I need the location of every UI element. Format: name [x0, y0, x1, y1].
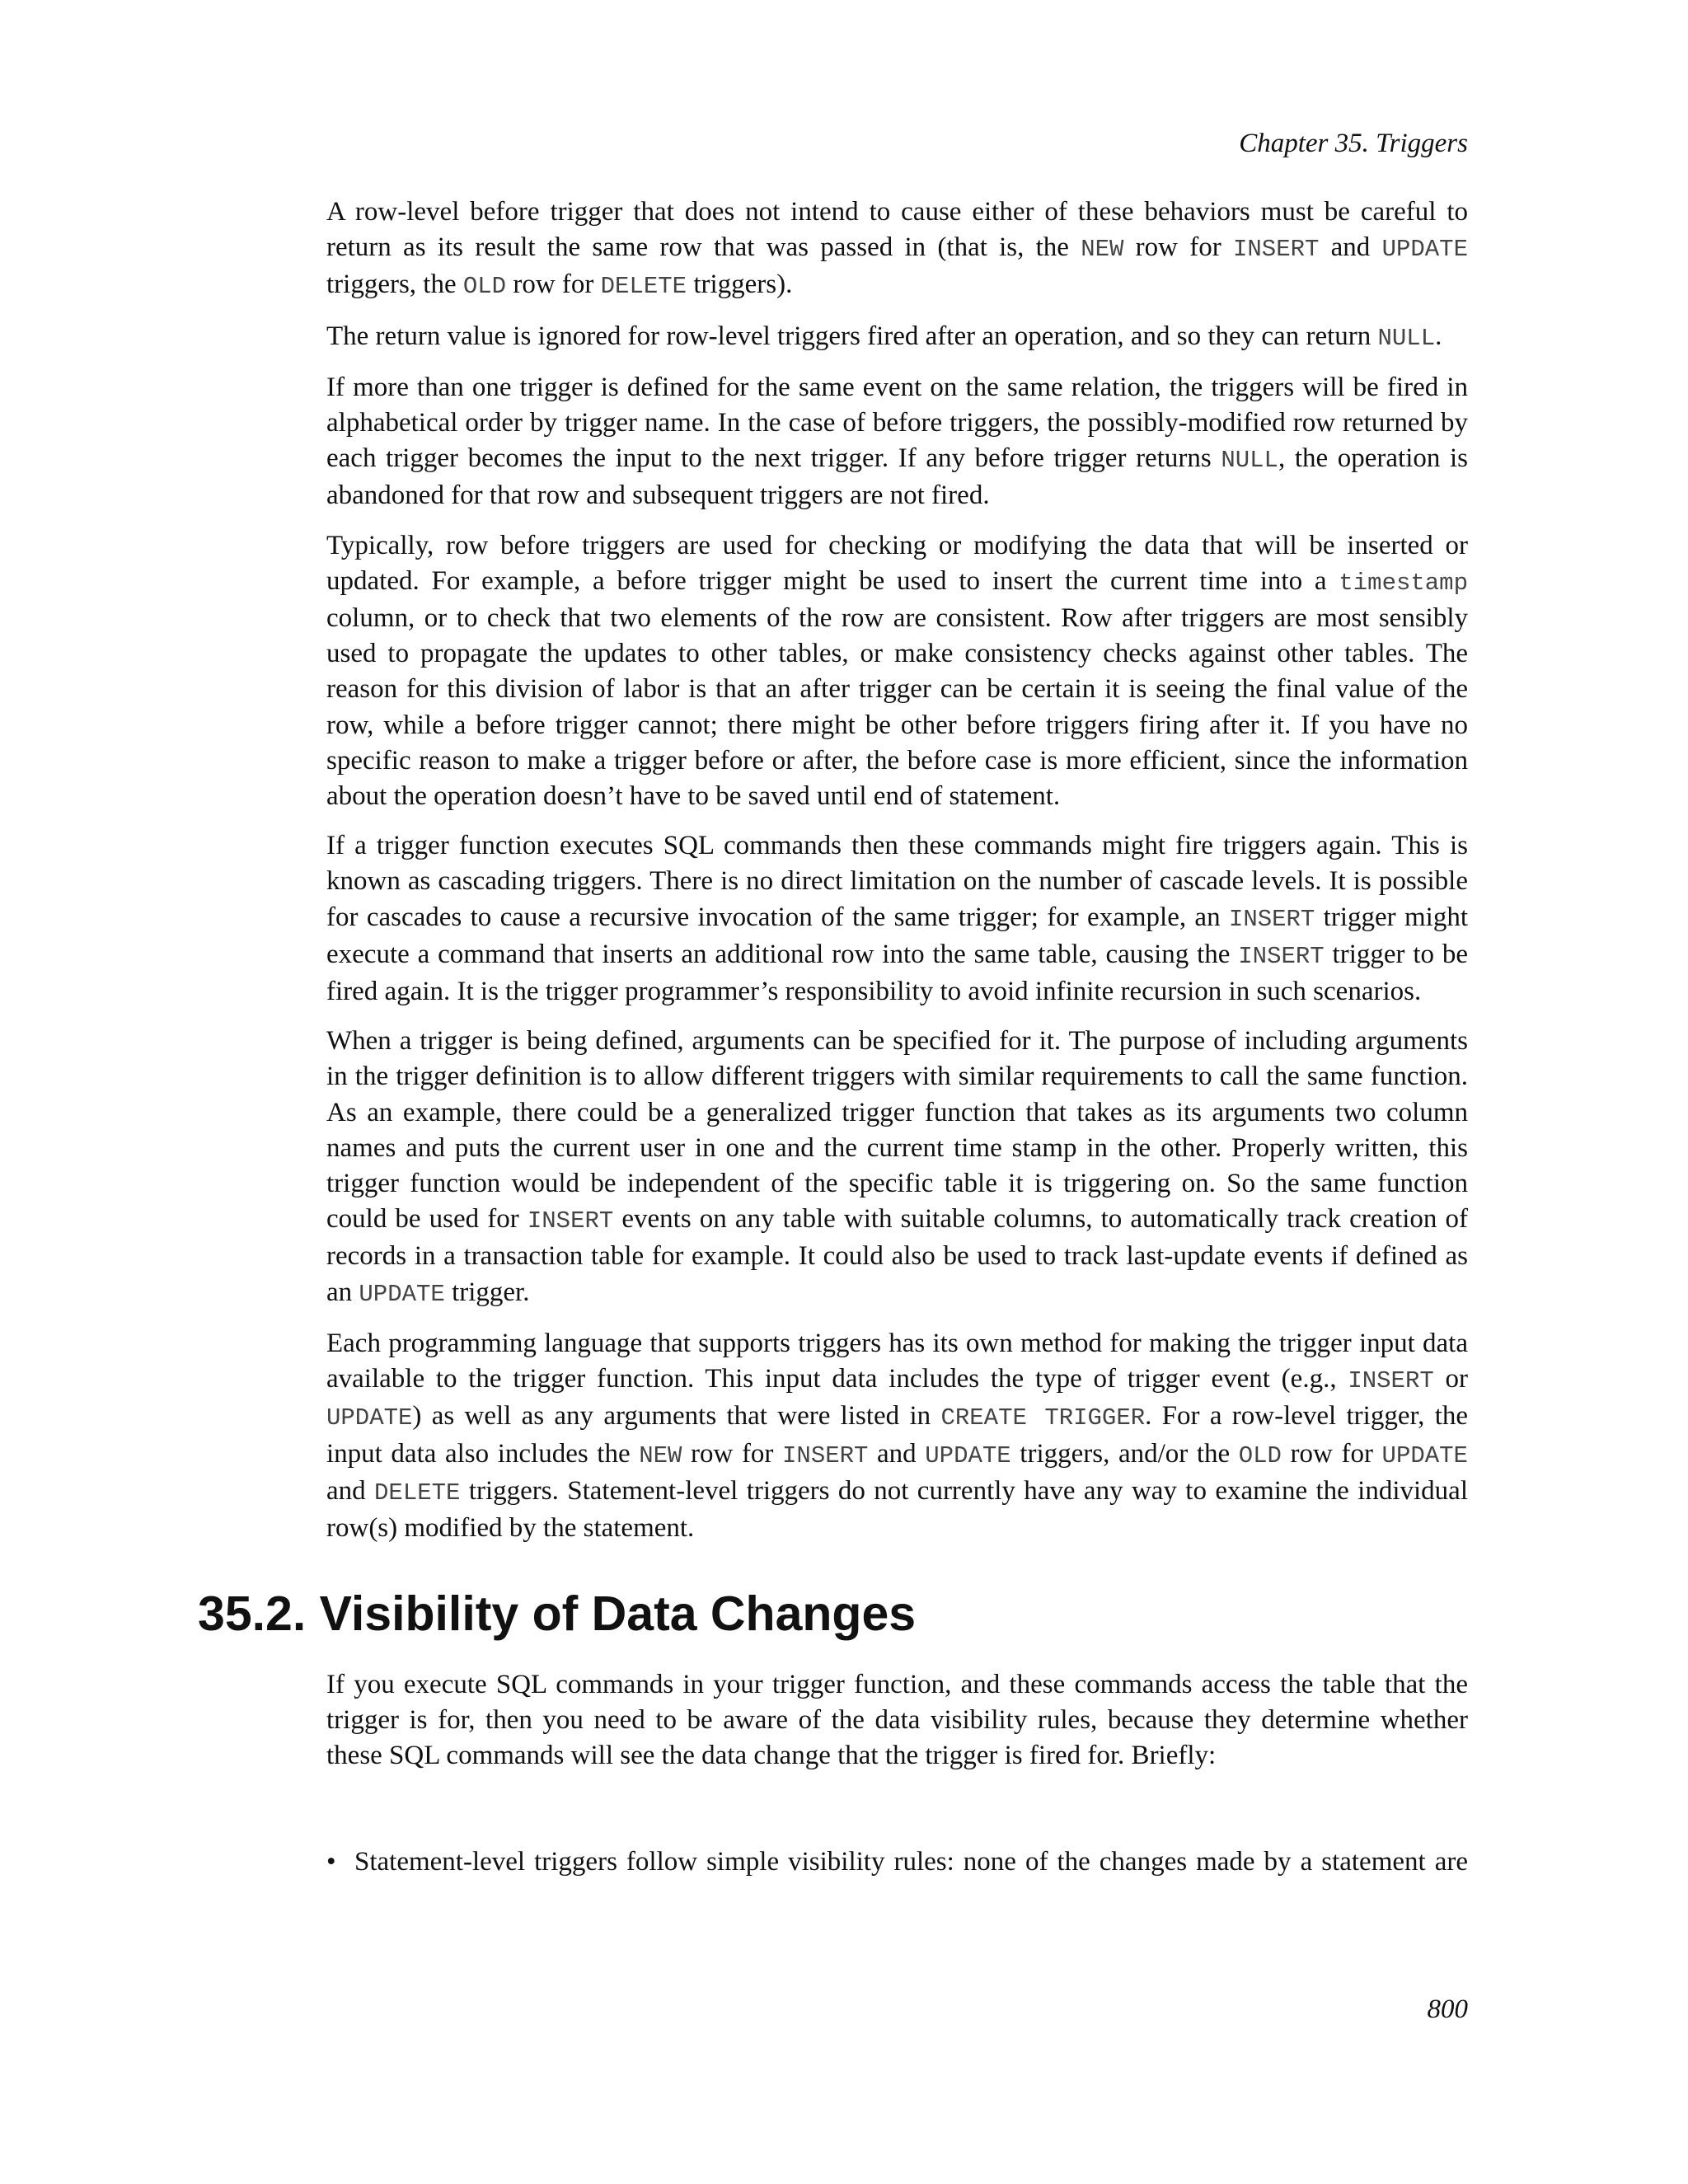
paragraph-return-ignored: The return value is ignored for row-level triggers fired after an operation, and so they can return NULL.: [326, 321, 1442, 352]
code-insert: INSERT: [1238, 942, 1325, 970]
code-delete: DELETE: [600, 273, 687, 301]
code-insert: INSERT: [782, 1441, 869, 1469]
list-item-text: Statement-level triggers follow simple visibility rules: none of the changes made by a statement are: [354, 1847, 1468, 1877]
code-old: OLD: [1238, 1441, 1282, 1469]
code-insert: INSERT: [1228, 905, 1315, 933]
paragraph-arguments: When a trigger is being defined, arguments can be specified for it. The purpose of including arguments in the trigger definition is to allow different triggers with similar requirements to call the same function. As an example, there could be a generalized trigger function that takes as its arguments two column names and puts the current user in one and the current time stamp in the other. Properly written, this trigger function would be independent of the specific table it is triggering on. So the same function could be used for INSERT events on any table with suitable columns, to automatically track creation of records in a transaction table for example. It could also be used to track last-update events if defined as an UPDATE trigger.: [326, 1026, 1468, 1308]
code-update: UPDATE: [326, 1404, 413, 1432]
code-insert: INSERT: [1348, 1367, 1434, 1395]
code-update: UPDATE: [359, 1280, 445, 1308]
code-create-trigger: CREATE TRIGGER: [940, 1404, 1146, 1432]
section-heading: 35.2. Visibility of Data Changes: [198, 1586, 917, 1641]
code-update: UPDATE: [925, 1441, 1011, 1469]
paragraph-trigger-order: If more than one trigger is defined for the same event on the same relation, the triggers will be fired in alphabetical order by trigger name. In the case of before triggers, the possibly-modified row returned by each trigger becomes the input to the next trigger. If any before trigger returns NULL, the operation is abandoned for that row and subsequent triggers are not fired.: [326, 372, 1468, 511]
code-null: NULL: [1221, 447, 1278, 475]
body-column: [326, 194, 1468, 1560]
code-update: UPDATE: [1381, 236, 1468, 264]
bullet-icon: •: [326, 1847, 336, 1877]
visibility-rules-list: [326, 1844, 1468, 1880]
code-update: UPDATE: [1381, 1441, 1468, 1469]
code-new: NEW: [639, 1441, 682, 1469]
code-timestamp: timestamp: [1339, 569, 1468, 597]
code-new: NEW: [1081, 236, 1124, 264]
section-body: [326, 1667, 1468, 1788]
code-delete: DELETE: [374, 1479, 461, 1507]
code-insert: INSERT: [1232, 236, 1320, 264]
code-null: NULL: [1377, 324, 1436, 352]
paragraph-typical-usage: Typically, row before triggers are used for checking or modifying the data that will be inserted or updated. For example, a before trigger might be used to insert the current time into a timestamp column, or to check that two elements of the row are consistent. Row after triggers are most sensibly used to propagate the updates to other tables, or make consistency checks against other tables. The reason for this division of labor is that an after trigger can be certain it is seeing the final value of the row, while a before trigger cannot; there might be other before triggers firing after it. If you have no specific reason to make a trigger before or after, the before case is more efficient, since the information about the operation doesn’t have to be saved until end of statement.: [326, 530, 1468, 812]
code-insert: INSERT: [527, 1207, 614, 1235]
code-old: OLD: [462, 273, 507, 301]
list-item: [326, 1844, 1468, 1880]
running-header: Chapter 35. Triggers: [1239, 129, 1468, 158]
paragraph-return-row: A row-level before trigger that does not intend to cause either of these behaviors must be careful to return as its result the same row that was passed in (that is, the NEW row for INSERT and UPDATE triggers, the OLD row for DELETE triggers).: [326, 197, 1468, 301]
paragraph-input-data: Each programming language that supports triggers has its own method for making the trigger input data available to the trigger function. This input data includes the type of trigger event (e.g., INSERT or UPDATE) as well as any arguments that were listed in CREATE TRIGGER. For a row-level trigger, the input data also includes the NEW row for INSERT and UPDATE triggers, and/or the OLD row for UPDATE and DELETE triggers. Statement-level triggers do not currently have any way to examine the individual row(s) modified by the statement.: [326, 1328, 1469, 1543]
paragraph-visibility-intro: If you execute SQL commands in your trigger function, and these commands access the table that the trigger is for, then you need to be aware of the data visibility rules, because they determine whether these SQL commands will see the data change that the trigger is fired for. Briefly:: [326, 1670, 1468, 1771]
paragraph-cascading: If a trigger function executes SQL commands then these commands might fire triggers again. This is known as cascading triggers. There is no direct limitation on the number of cascade levels. It is possible for cascades to cause a recursive invocation of the same trigger; for example, an INSERT trigger might execute a command that inserts an additional row into the same table, causing the INSERT trigger to be fired again. It is the trigger programmer’s responsibility to avoid infinite recursion in such scenarios.: [326, 831, 1468, 1007]
page-number: 800: [1427, 1994, 1468, 2024]
